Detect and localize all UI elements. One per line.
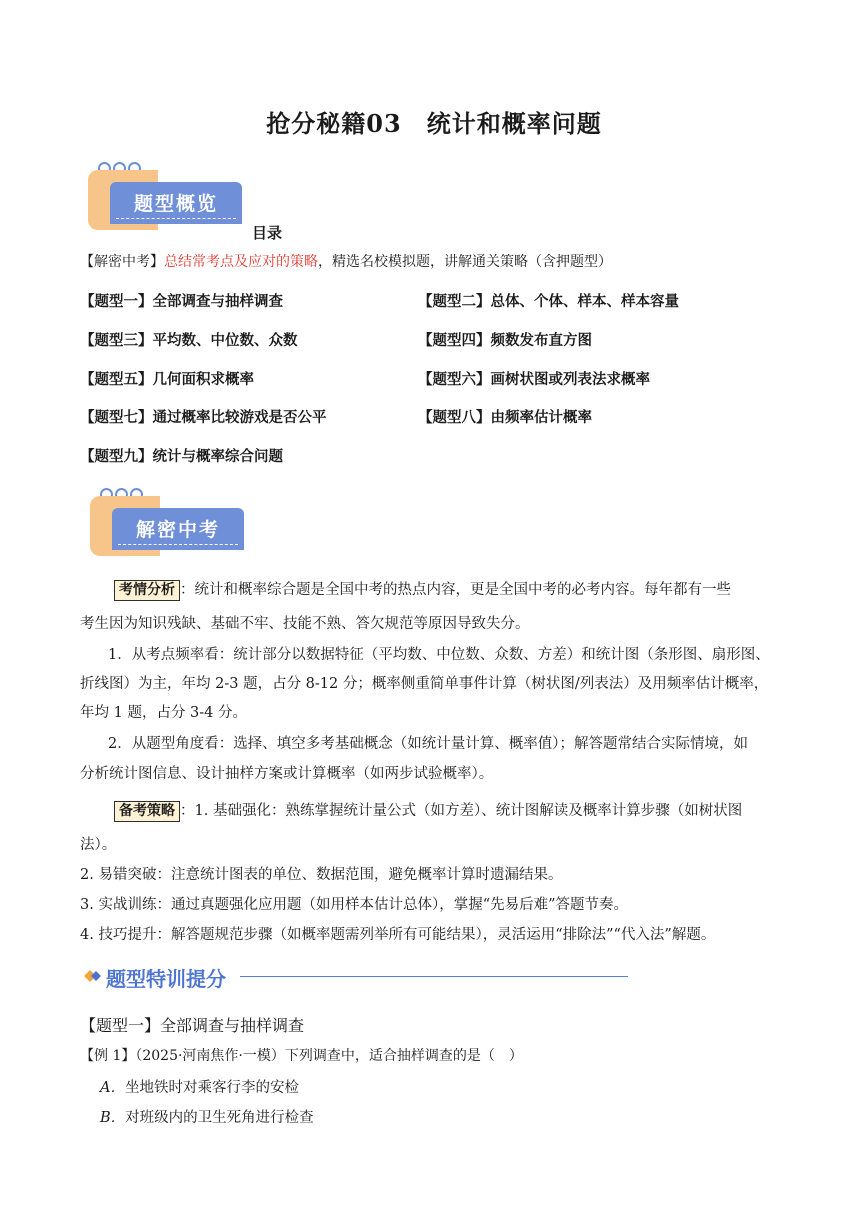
toc-item-type-5[interactable]: 【题型五】几何面积求概率 [80,371,254,388]
overview-badge [88,160,248,235]
analysis-line-1: 考情分析 ：统计和概率综合题是全国中考的热点内容，更是全国中考的必考内容。每年都有一些 [114,580,731,601]
strategy-line-4: 3. 实战训练：通过真题强化应用题（如用样本估计总体），掌握“先易后难”答题节奏。 [80,897,629,913]
analysis-line-5: 年均 1 题，占分 3-4 分。 [80,705,248,721]
toc-intro-suffix: ，精选名校模拟题，讲解通关策略（含押题型） [318,254,612,270]
analysis-line-7: 分析统计图信息、设计抽样方案或计算概率（如两步试验概率）。 [80,766,494,782]
analysis-line-3: 1．从考点频率看：统计部分以数据特征（平均数、中位数、众数、方差）和统计图（条形图、扇形图、 [108,647,770,663]
toc-item-type-9[interactable]: 【题型九】统计与概率综合问题 [80,448,283,465]
toc-intro [80,251,612,271]
toc-item-type-3[interactable]: 【题型三】平均数、中位数、众数 [80,332,298,349]
toc-heading: 目录 [252,224,283,242]
analysis-tag: 考情分析 [114,580,180,601]
option-a[interactable]: A．坐地铁时对乘客行李的安检 [100,1080,299,1096]
strategy-line-5: 4. 技巧提升：解答题规范步骤（如概率题需列举所有可能结果），灵活运用“排除法”“代入法”解题。 [80,927,716,943]
toc-item-type-4[interactable]: 【题型四】频数发布直方图 [418,332,592,349]
strategy-tag: 备考策略 [114,801,180,822]
section-divider [240,976,628,977]
exam-badge-label: 解密中考 [135,519,220,541]
question-type-heading: 【题型一】全部调查与抽样调查 [80,1016,305,1035]
analysis-line-2: 考生因为知识残缺、基础不牢、技能不熟、答欠规范等原因导致失分。 [80,616,530,632]
analysis-line-6: 2．从题型角度看：选择、填空多考基础概念（如统计量计算、概率值）；解答题常结合实际情境，如 [108,736,748,752]
toc-item-type-7[interactable]: 【题型七】通过概率比较游戏是否公平 [80,409,327,426]
toc-item-type-1[interactable]: 【题型一】全部调查与抽样调查 [80,293,283,310]
analysis-line-4: 折线图）为主，年均 2-3 题，占分 8-12 分；概率侧重简单事件计算（树状图/列表法）及用频率估计概率， [80,676,769,692]
overview-badge-label: 题型概览 [133,193,218,215]
strategy-line-2: 法）。 [80,837,117,853]
exam-badge [90,486,250,561]
diamond-arrow-icon [82,965,104,987]
toc-item-type-6[interactable]: 【题型六】画树状图或列表法求概率 [418,371,650,388]
strategy-line-3: 2. 易错突破：注意统计图表的单位、数据范围，避免概率计算时遗漏结果。 [80,867,563,883]
page-title: 抢分秘籍03 统计和概率问题 [266,109,602,138]
toc-intro-highlight: 总结常考点及应对的策略 [164,254,318,270]
section-heading: 题型特训提分 [106,967,226,991]
toc-item-type-8[interactable]: 【题型八】由频率估计概率 [418,409,592,426]
toc-intro-prefix: 【解密中考】 [80,254,164,270]
option-b[interactable]: B．对班级内的卫生死角进行检查 [100,1110,314,1126]
strategy-line-1: 备考策略 ：1. 基础强化：熟练掌握统计量公式（如方差）、统计图解读及概率计算步骤（如树状图 [114,801,742,822]
toc-item-type-2[interactable]: 【题型二】总体、个体、样本、样本容量 [418,293,679,310]
example-question: 【例 1】（2025·河南焦作·一模）下列调查中，适合抽样调查的是（ ） [80,1048,523,1064]
